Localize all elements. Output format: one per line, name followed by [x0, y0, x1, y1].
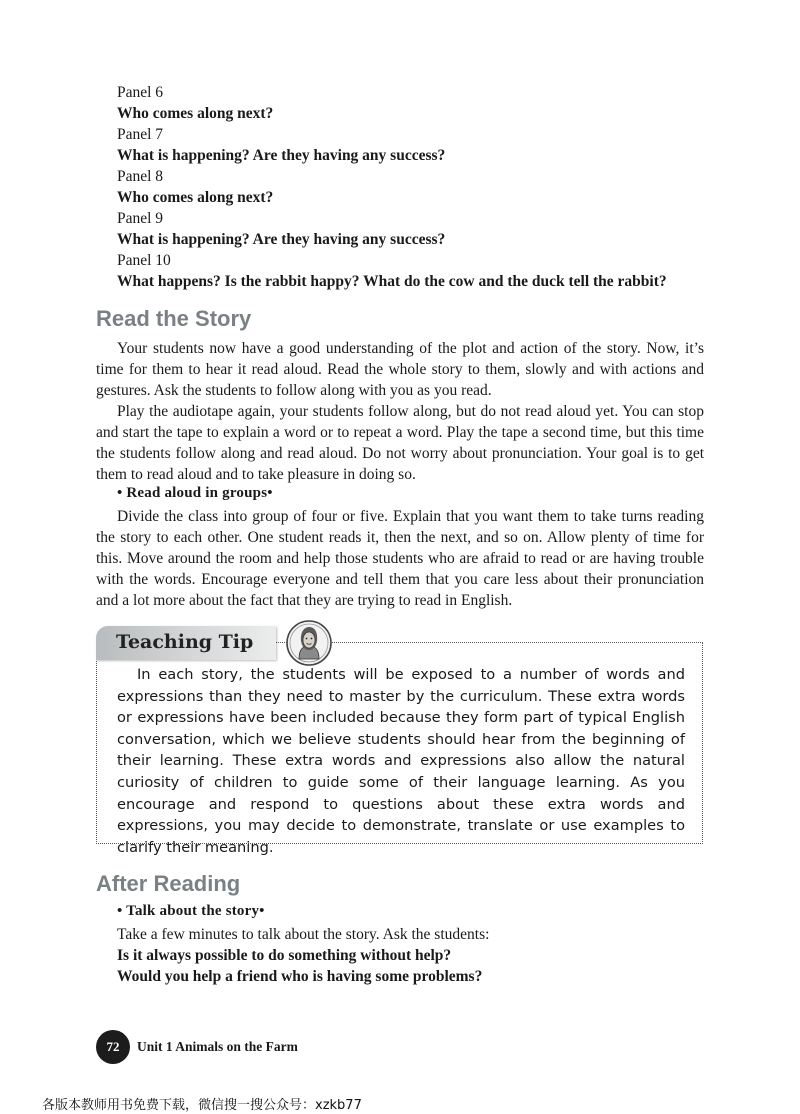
paragraph-text: In each story, the students will be exposed to a number of words and expressions than they need to master by the curriculum. These extra words or expressions have been included because they form part of typical English conversation, which we believe students should hear from the beginning of their learning. These extra words and expressions also allow the natural curiosity of children to guide some of their language learning. As you encourage and respond to questions about these extra words and expressions, you may decide to demonstrate, translate or use examples to clarify their meaning. [117, 666, 685, 856]
read-aloud-groups-paragraph [96, 506, 704, 611]
teaching-tip-title: Teaching Tip [116, 631, 254, 653]
read-aloud-groups-bullet: • Read aloud in groups• [117, 485, 273, 501]
panel-question: Who comes along next? [117, 105, 274, 122]
discussion-question: Is it always possible to do something without help? [117, 947, 452, 964]
panel-label: Panel 9 [117, 210, 164, 227]
panel-question: What is happening? Are they having any success? [117, 231, 446, 248]
watermark-text: 各版本教师用书免费下载，微信搜一搜公众号：xzkb77 [42, 1098, 362, 1113]
after-reading-lines [117, 924, 717, 987]
after-reading-heading: After Reading [96, 871, 241, 896]
discussion-question: Would you help a friend who is having some problems? [117, 968, 483, 985]
panel-question: What is happening? Are they having any success? [117, 147, 446, 164]
panel-label: Panel 7 [117, 126, 164, 143]
panel-label: Panel 10 [117, 252, 171, 269]
teaching-tip-tab [96, 626, 276, 660]
talk-about-story-bullet: • Talk about the story• [117, 903, 265, 919]
read-story-paragraph-2 [96, 401, 704, 485]
page-number-badge: 72 [96, 1030, 130, 1064]
paragraph-text: Your students now have a good understanding of the plot and action of the story. Now, it’s time for them to hear it read aloud. Read the whole story to them, slowly and with actions and gestures. Ask the students to follow along with you as you read. [96, 340, 704, 399]
panel-question: What happens? Is the rabbit happy? What do the cow and the duck tell the rabbit? [117, 273, 667, 290]
panel-label: Panel 6 [117, 84, 164, 101]
panel-question-list [117, 82, 717, 292]
teaching-tip-text [117, 664, 685, 858]
after-reading-intro: Take a few minutes to talk about the story. Ask the students: [117, 926, 490, 943]
paragraph-text: Divide the class into group of four or five. Explain that you want them to take turns reading the story to each other. One student reads it, then the next, and so on. Allow plenty of time for this. Move around the room and help those students who are afraid to read or are having trouble with the words. Encourage everyone and tell them that you care less about their pronunciation and a lot more about the fact that they are trying to read in English. [96, 508, 704, 609]
read-story-heading: Read the Story [96, 306, 252, 331]
paragraph-text: Play the audiotape again, your students follow along, but do not read aloud yet. You can stop and start the tape to explain a word or to repeat a word. Play the tape a second time, but this time the students follow along and read aloud. Do not worry about pronunciation. Your goal is to get them to read aloud and to take pleasure in doing so. [96, 403, 704, 483]
teacher-avatar-icon [285, 619, 333, 667]
read-story-paragraph-1 [96, 338, 704, 401]
unit-title: Unit 1 Animals on the Farm [137, 1039, 298, 1054]
panel-question: Who comes along next? [117, 189, 274, 206]
panel-label: Panel 8 [117, 168, 164, 185]
